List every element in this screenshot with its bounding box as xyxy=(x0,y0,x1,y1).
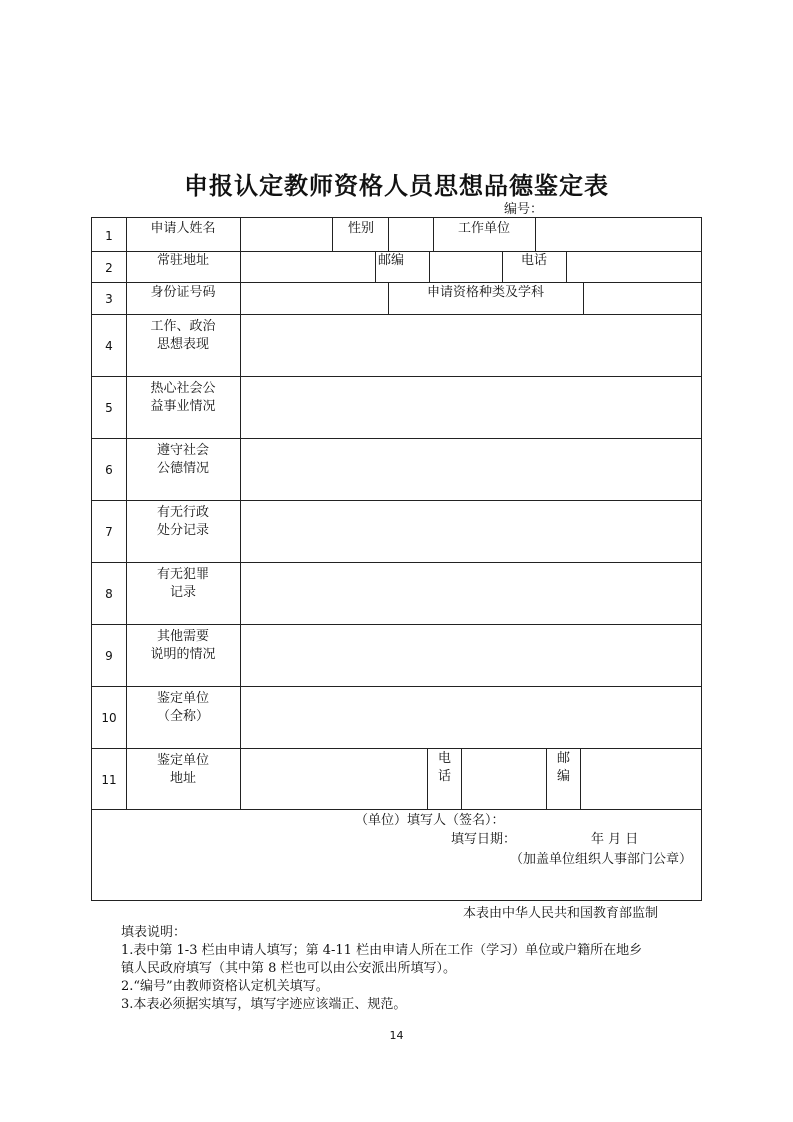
row-number: 3 xyxy=(105,292,113,306)
page-number: 14 xyxy=(389,1029,404,1042)
row-number: 4 xyxy=(105,339,113,353)
work-unit-label: 工作单位 xyxy=(458,221,511,236)
official-stamp-note: （加盖单位组织人事部门公章） xyxy=(510,852,693,867)
appraisal-form-table xyxy=(91,217,702,901)
filler-signature-label: （单位）填写人（签名）： xyxy=(355,813,505,828)
address-field[interactable] xyxy=(241,252,374,281)
row-label-line: 有无犯罪 xyxy=(156,567,209,582)
postcode-label-char: 编 xyxy=(557,769,571,784)
row-label-line: 益事业情况 xyxy=(150,399,216,414)
phone-field[interactable] xyxy=(567,252,700,281)
column-divider xyxy=(433,218,434,251)
applicant-name-label: 申请人姓名 xyxy=(150,221,216,236)
row-label-line: 公德情况 xyxy=(156,461,209,476)
address-label: 常驻地址 xyxy=(156,253,209,268)
column-divider xyxy=(375,251,376,282)
phone-label-char: 话 xyxy=(438,769,452,784)
row-label-line: 鉴定单位 xyxy=(156,753,209,768)
instruction-item: 3.本表必须据实填写，填写字迹应该端正、规范。 xyxy=(121,997,407,1012)
row-label-line: 鉴定单位 xyxy=(156,691,209,706)
row-number: 6 xyxy=(105,463,113,477)
row-label-line: 处分记录 xyxy=(156,523,209,538)
row-number: 5 xyxy=(105,401,113,415)
criminal-record-field[interactable] xyxy=(241,563,700,623)
column-divider xyxy=(427,748,428,809)
fill-date-label: 填写日期： xyxy=(451,832,517,847)
row-number: 10 xyxy=(101,711,117,725)
row-number: 1 xyxy=(105,229,113,243)
qualification-field[interactable] xyxy=(584,283,700,313)
public-welfare-field[interactable] xyxy=(241,377,700,437)
row-label-line: 思想表现 xyxy=(156,337,209,352)
applicant-name-field[interactable] xyxy=(241,219,331,250)
postcode-label: 邮编 xyxy=(378,253,405,268)
appraisal-unit-field[interactable] xyxy=(241,687,700,747)
political-performance-field[interactable] xyxy=(241,315,700,375)
row-number: 11 xyxy=(101,773,117,787)
row-label-line: 热心社会公 xyxy=(150,381,216,396)
row-label-line: 有无行政 xyxy=(156,505,209,520)
gender-label: 性别 xyxy=(348,221,375,236)
instruction-item: 镇人民政府填写（其中第 8 栏也可以由公安派出所填写）。 xyxy=(121,961,457,976)
phone-label-char: 电 xyxy=(438,751,452,766)
row-label-line: 记录 xyxy=(169,585,196,600)
row-label-line: （全称） xyxy=(156,709,209,724)
date-units: 年 月 日 xyxy=(591,832,639,847)
work-unit-field[interactable] xyxy=(536,219,700,250)
social-ethics-field[interactable] xyxy=(241,439,700,499)
instruction-item: 1.表中第 1-3 栏由申请人填写；第 4-11 栏由申请人所在工作（学习）单位或户籍所在地乡 xyxy=(121,943,643,958)
other-notes-field[interactable] xyxy=(241,625,700,685)
row-number: 2 xyxy=(105,261,113,275)
row-label-line: 遵守社会 xyxy=(156,443,209,458)
row-number: 7 xyxy=(105,525,113,539)
serial-number-label: 编号： xyxy=(504,202,544,217)
appraisal-unit-address-field[interactable] xyxy=(241,749,426,808)
row-label-line: 其他需要 xyxy=(156,629,209,644)
instructions-heading: 填表说明： xyxy=(121,925,187,940)
postcode-label-char: 邮 xyxy=(557,751,571,766)
phone-label: 电话 xyxy=(521,253,548,268)
postcode-field[interactable] xyxy=(430,252,501,281)
id-number-field[interactable] xyxy=(241,283,387,313)
row-number: 9 xyxy=(105,649,113,663)
qualification-label: 申请资格种类及学科 xyxy=(426,285,544,300)
instruction-item: 2.“编号”由教师资格认定机关填写。 xyxy=(121,979,329,994)
row-divider xyxy=(92,809,701,810)
supervision-note: 本表由中华人民共和国教育部监制 xyxy=(463,906,659,921)
row-label-line: 工作、政治 xyxy=(150,319,216,334)
column-divider xyxy=(546,748,547,809)
gender-field[interactable] xyxy=(389,219,432,250)
appraisal-unit-postcode-field[interactable] xyxy=(581,749,700,808)
id-number-label: 身份证号码 xyxy=(150,285,216,300)
form-title: 申报认定教师资格人员思想品德鉴定表 xyxy=(184,171,609,200)
row-number: 8 xyxy=(105,587,113,601)
row-label-line: 地址 xyxy=(169,771,196,786)
column-divider xyxy=(332,218,333,251)
appraisal-unit-phone-field[interactable] xyxy=(462,749,545,808)
column-divider xyxy=(502,251,503,282)
administrative-record-field[interactable] xyxy=(241,501,700,561)
row-label-line: 说明的情况 xyxy=(150,647,216,662)
